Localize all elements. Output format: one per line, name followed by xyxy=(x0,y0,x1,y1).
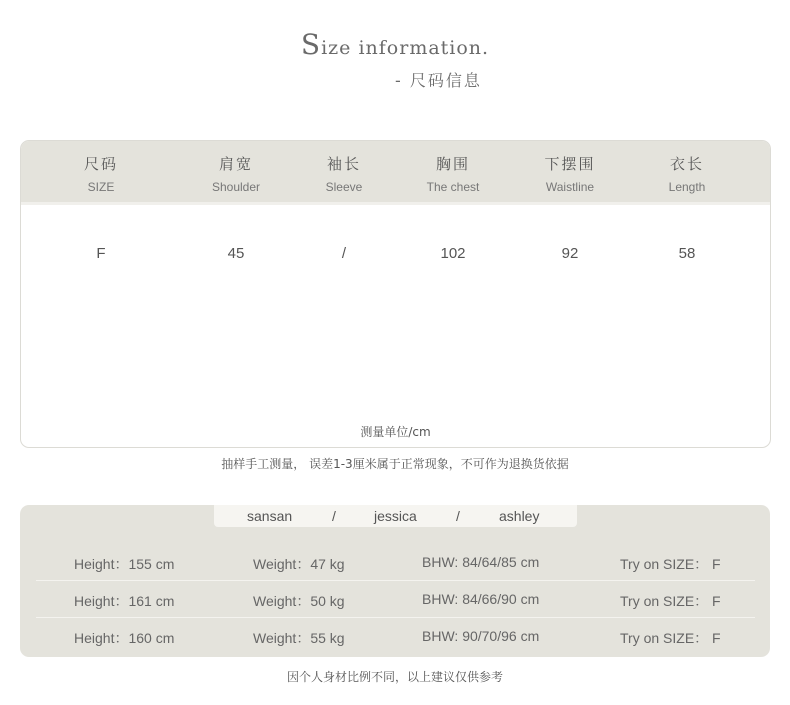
model-weight: Weight：47 kg xyxy=(253,556,345,572)
model-name: ashley xyxy=(499,508,540,524)
model-weight: Weight：50 kg xyxy=(253,593,345,609)
model-size: Try on SIZE： F xyxy=(620,593,721,609)
model-row xyxy=(36,544,755,581)
model-names-tab xyxy=(214,505,577,527)
col-en: Shoulder xyxy=(211,180,261,194)
model-size: Try on SIZE： F xyxy=(620,556,721,572)
title-rest: ize information. xyxy=(321,37,490,59)
col-cn: 衣长 xyxy=(669,155,704,173)
name-separator: / xyxy=(456,508,460,524)
model-height: Height：161 cm xyxy=(74,593,175,609)
model-row xyxy=(36,618,755,654)
model-bhw: BHW: 84/64/85 cm xyxy=(422,554,540,570)
model-name: sansan xyxy=(247,508,293,524)
size-table xyxy=(20,140,771,448)
size-table-header xyxy=(21,141,770,205)
cell-length: 58 xyxy=(678,245,696,262)
col-en: SIZE xyxy=(87,180,115,194)
cell-sleeve: / xyxy=(341,245,347,262)
cell-size: F xyxy=(96,245,106,262)
col-cn: 下摆围 xyxy=(544,155,596,173)
col-cn: 胸围 xyxy=(435,155,470,173)
col-en: Sleeve xyxy=(325,180,363,194)
col-en: Waistline xyxy=(545,180,595,194)
model-weight: Weight：55 kg xyxy=(253,630,345,646)
col-waistline xyxy=(505,141,635,194)
title-initial: S xyxy=(300,28,322,61)
model-name: jessica xyxy=(374,508,417,524)
title-block xyxy=(0,28,790,90)
col-chest xyxy=(388,141,518,194)
cell-waistline: 92 xyxy=(561,245,579,262)
name-separator: / xyxy=(332,508,336,524)
model-height: Height：155 cm xyxy=(74,556,175,572)
col-cn: 袖长 xyxy=(326,155,361,173)
model-bhw: BHW: 84/66/90 cm xyxy=(422,591,540,607)
col-cn: 肩宽 xyxy=(218,155,253,173)
col-en: Length xyxy=(668,180,706,194)
col-cn: 尺码 xyxy=(83,155,118,173)
model-size: Try on SIZE： F xyxy=(620,630,721,646)
model-table xyxy=(20,505,770,657)
unit-label: 测量单位/cm xyxy=(360,425,431,439)
col-size xyxy=(36,141,166,194)
model-row xyxy=(36,581,755,618)
col-length xyxy=(622,141,752,194)
cell-shoulder: 45 xyxy=(227,245,245,262)
reference-note: 因个人身材比例不同，以上建议仅供参考 xyxy=(286,670,503,684)
page-title xyxy=(0,28,790,61)
model-bhw: BHW: 90/70/96 cm xyxy=(422,628,540,644)
page-subtitle: - 尺码信息 xyxy=(395,71,482,90)
col-en: The chest xyxy=(426,180,480,194)
measurement-note: 抽样手工测量， 误差1-3厘米属于正常现象，不可作为退换货依据 xyxy=(221,457,569,471)
cell-chest: 102 xyxy=(440,245,466,262)
model-height: Height：160 cm xyxy=(74,630,175,646)
